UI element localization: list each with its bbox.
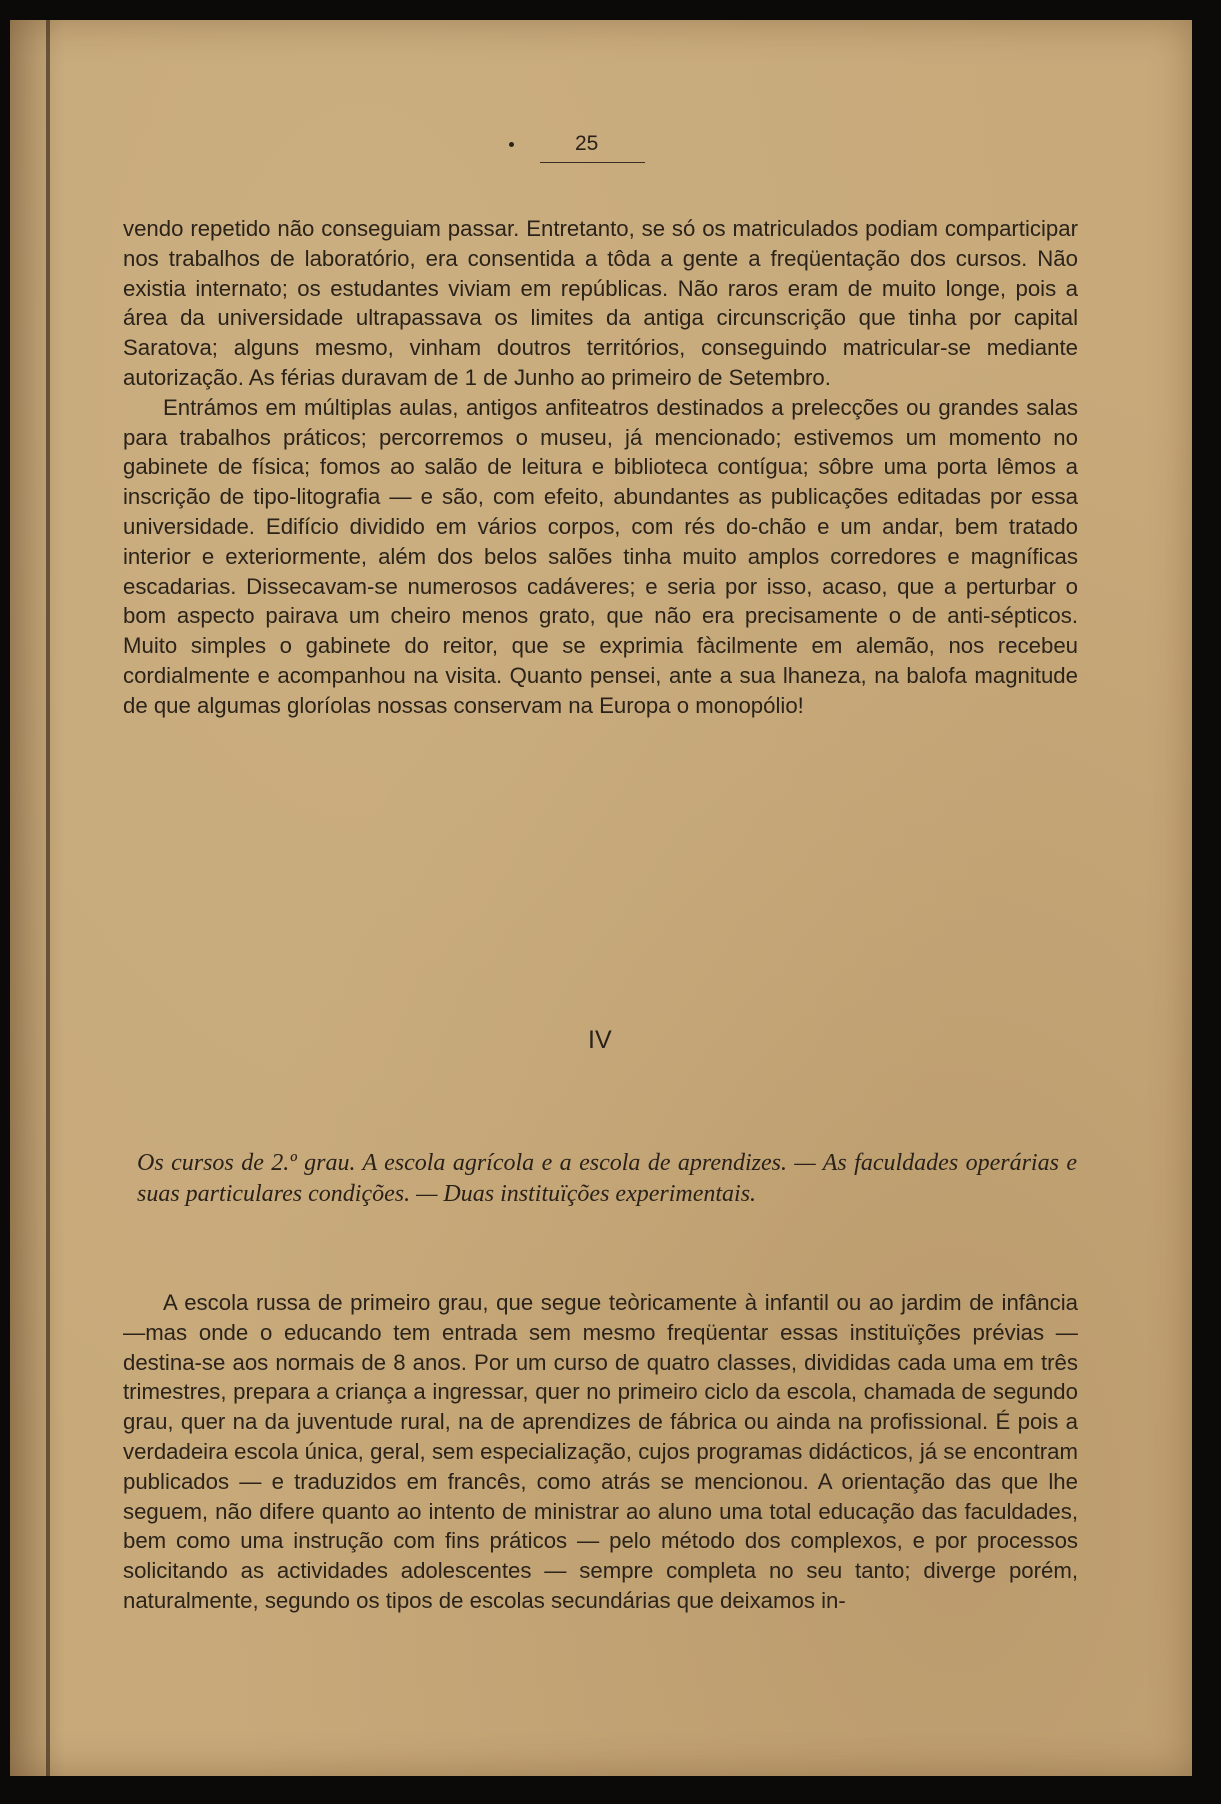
page-number-rule xyxy=(540,162,645,163)
page-number-bullet xyxy=(509,142,514,147)
page-number: 25 xyxy=(575,132,599,155)
section-text xyxy=(123,1288,1078,1616)
section-numeral: IV xyxy=(588,1026,612,1054)
body-paragraph-2: Entrámos em múltiplas aulas, antigos anfiteatros destinados a prelecções ou grandes salas para trabalhos práticos; percorremos o museu, já mencionado; estivemos um momento no gabinete de física; fomos ao salão de leitura e biblioteca contígua; sôbre uma porta lêmos a inscrição de tipo-litografia — e são, com efeito, abundantes as publicações editadas por essa universidade. Edifício dividido em vários corpos, com rés do-chão e um andar, bem tratado interior e exteriormente, além dos belos salões tinha muito amplos corredores e magníficas escadarias. Dissecavam-se numerosos cadáveres; e seria por isso, acaso, que a perturbar o bom aspecto pairava um cheiro menos grato, que não era precisamente o de anti-sépticos. Muito simples o gabinete do reitor, que se exprimia fàcilmente em alemão, nos recebeu cordialmente e acompanhou na visita. Quanto pensei, ante a sua lhaneza, na balofa magnitude de que algumas gloríolas nossas conservam na Europa o monopólio! xyxy=(123,394,1078,718)
body-paragraph-1: vendo repetido não conseguiam passar. Entretanto, se só os matriculados podiam comparticipar nos trabalhos de laboratório, era consentida a tôda a gente a freqüentação dos cursos. Não existia internato; os estudantes viviam em repúblicas. Não raros eram de muito longe, pois a área da universidade ultrapassava os limites da antiga circunscrição que tinha por capital Saratova; alguns mesmo, vinham doutros territórios, conseguindo matricular-se mediante autorização. As férias duravam de 1 de Junho ao primeiro de Setembro. xyxy=(123,216,1078,390)
book-page xyxy=(10,20,1192,1776)
section-paragraph-1: A escola russa de primeiro grau, que segue teòricamente à infantil ou ao jardim de infância—mas onde o educando tem entrada sem mesmo freqüentar essas instituïções prévias — destina-se aos normais de 8 anos. Por um curso de quatro classes, divididas cada uma em três trimestres, prepara a criança a ingressar, quer no primeiro ciclo da escola, chamada de segundo grau, quer na da juventude rural, na de aprendizes de fábrica ou ainda na profissional. É pois a verdadeira escola única, geral, sem especialização, cujos programas didácticos, já se encontram publicados — e traduzidos em francês, como atrás se mencionou. A orientação das que lhe seguem, não difere quanto ao intento de ministrar ao aluno uma total educação das faculdades, bem como uma instrução com fins práticos — pelo método dos complexos, e por processos solicitando as actividades adolescentes — sempre completa no seu tanto; diverge porém, naturalmente, segundo os tipos de escolas secundárias que deixamos in- xyxy=(123,1290,1078,1613)
page-spine-shadow xyxy=(46,20,50,1776)
section-summary: Os cursos de 2.º grau. A escola agrícola e a escola de aprendizes. — As faculdades operárias e suas particulares condições. — Duas instituïções experimentais. xyxy=(137,1150,1077,1207)
continued-text xyxy=(123,214,1078,721)
